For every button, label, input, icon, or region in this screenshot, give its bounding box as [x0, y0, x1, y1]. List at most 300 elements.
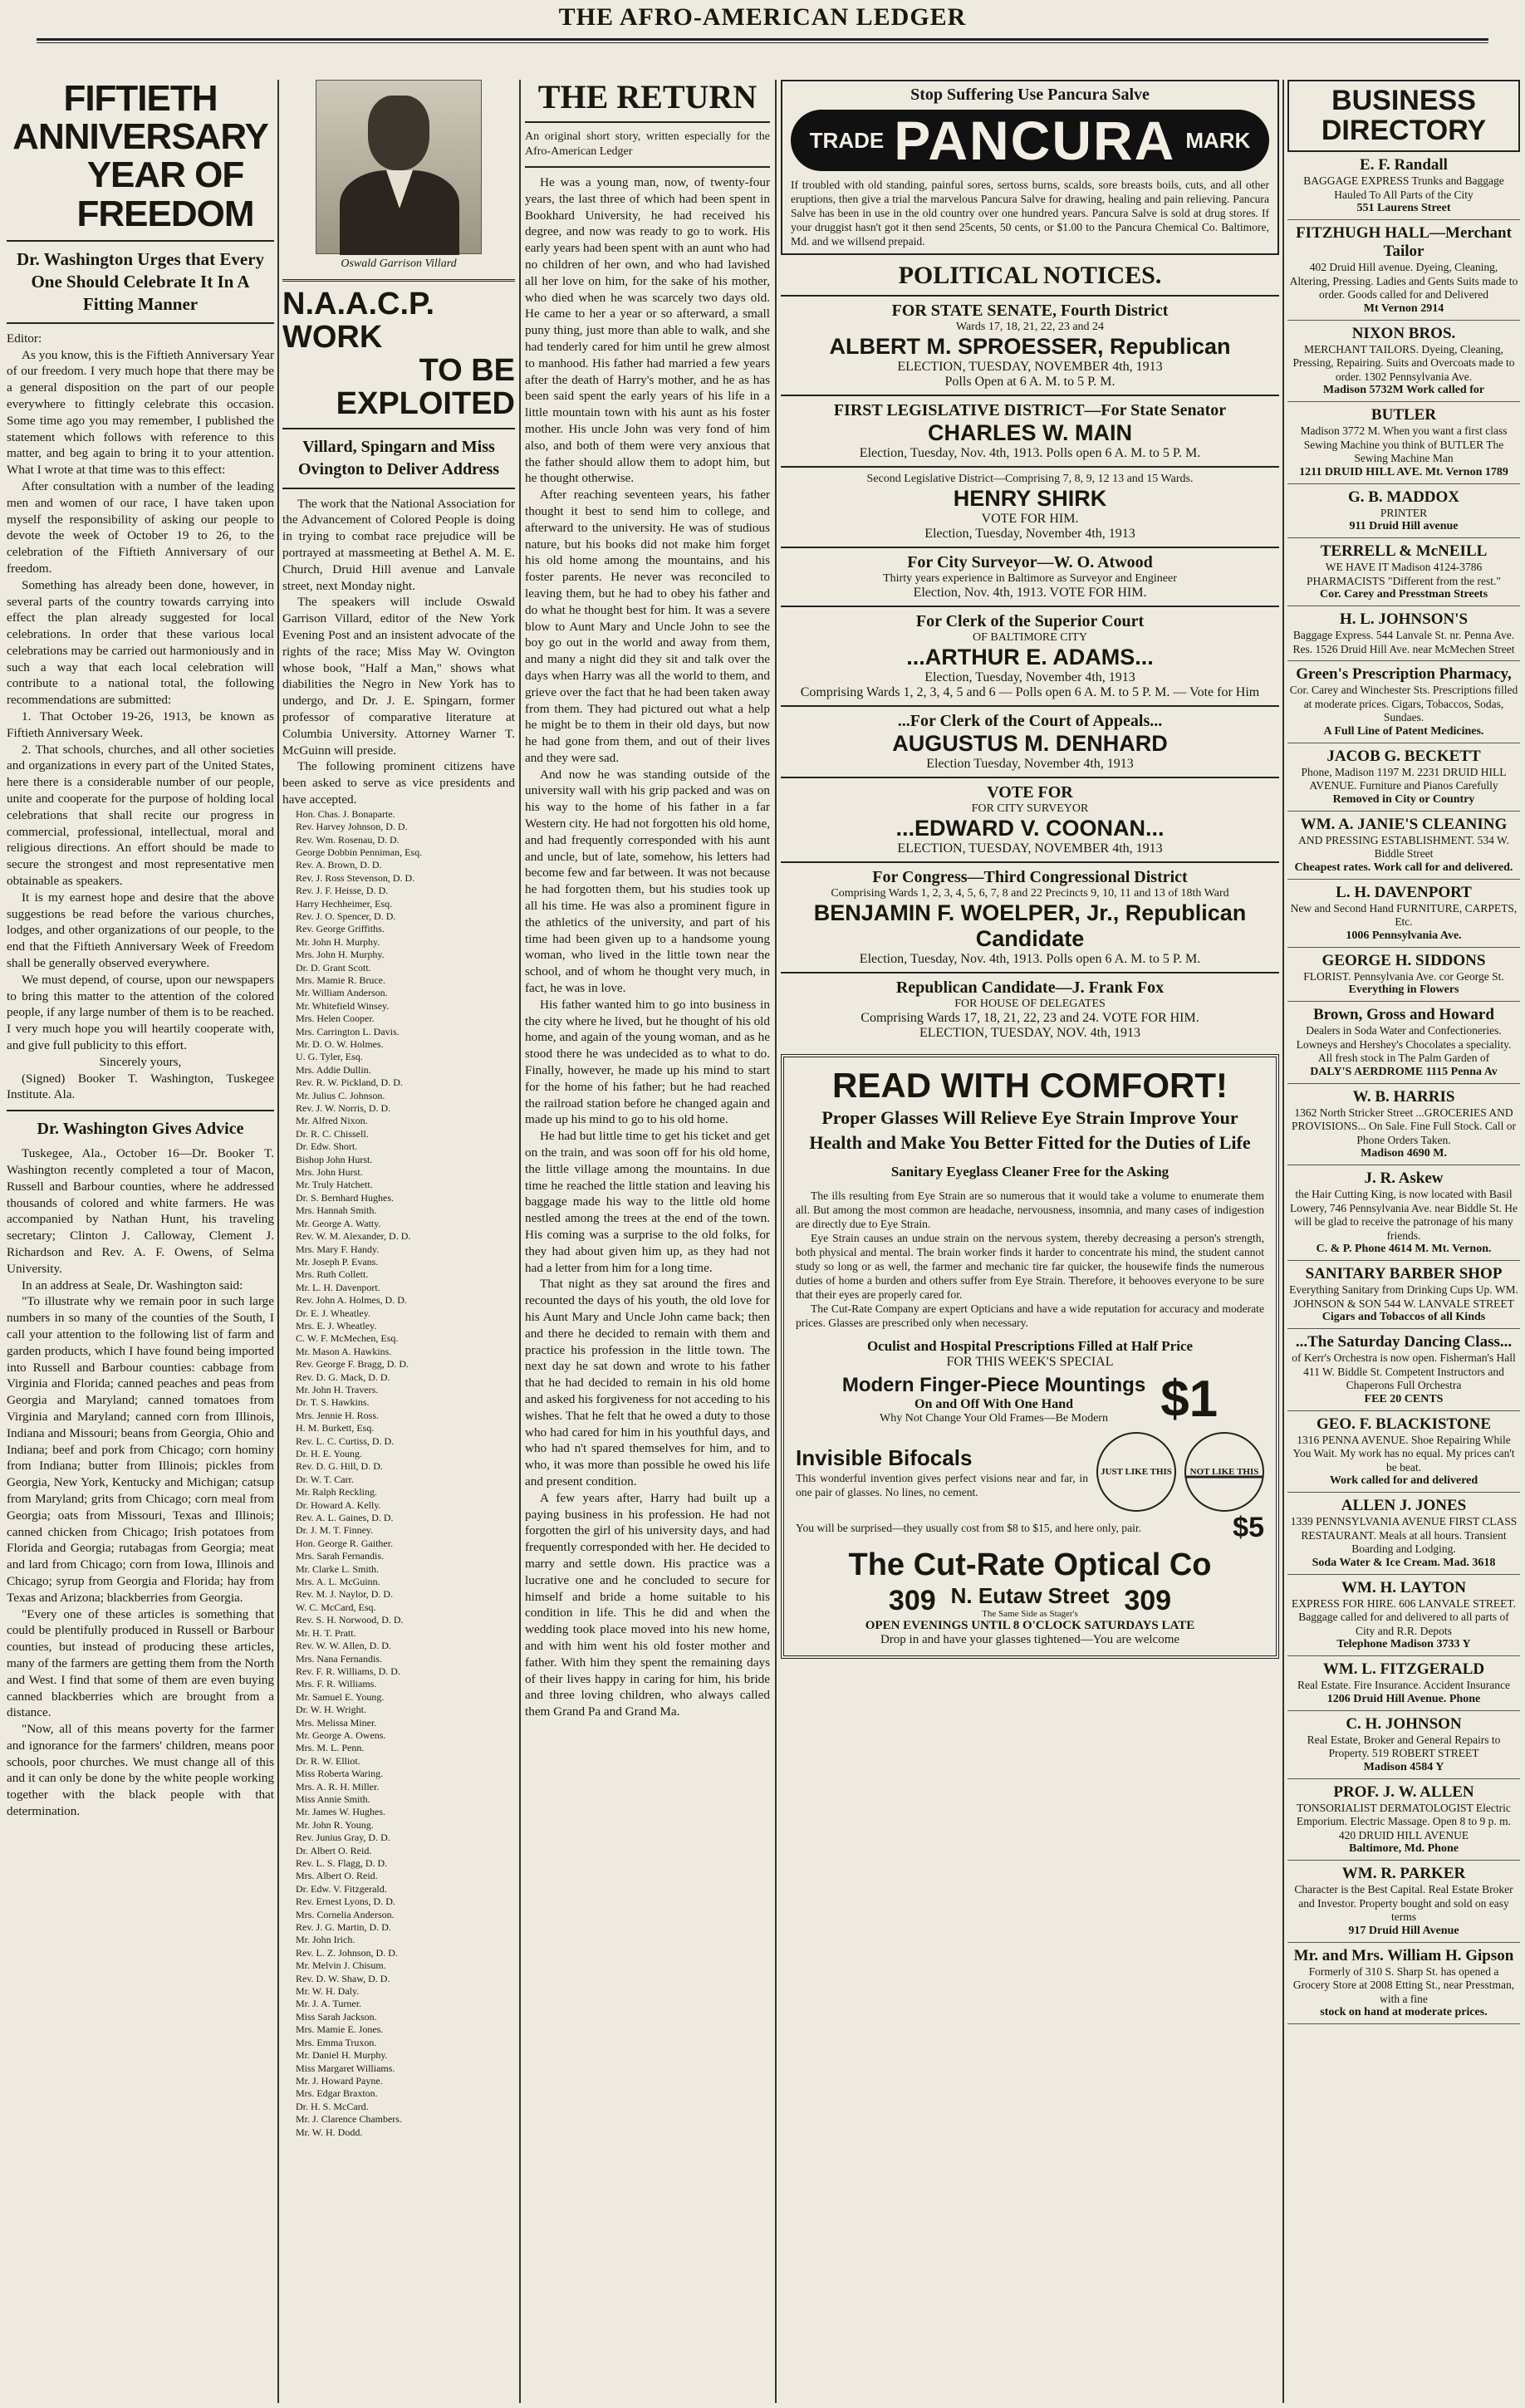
notice-office: FOR STATE SENATE, Fourth District	[891, 302, 1169, 320]
headline: YEAR OF FREEDOM	[76, 154, 254, 234]
subheadline: Dr. Washington Gives Advice	[37, 1120, 244, 1139]
paragraph: It is my earnest hope and desire that the above suggestions be read before the various churches, lodges, and other organizations of our people, to the end that the Fiftieth Anniversary Week of Freedom shall be generally observed everywhere.	[7, 890, 274, 971]
business-details: of Kerr's Orchestra is now open. Fisherman's Hall 411 W. Biddle St. Competent Instructors and Chaperons Full Orchestra	[1292, 1351, 1516, 1392]
article-body	[7, 347, 274, 1104]
vice-president-name: Rev. L. C. Curtiss, D. D.	[296, 1435, 395, 1447]
notice-office: FIRST LEGISLATIVE DISTRICT—For State Senator	[833, 401, 1227, 419]
vice-president-name: Rev. J. G. Martin, D. D.	[296, 1921, 391, 1934]
store-number: 309	[1124, 1585, 1172, 1616]
vice-president-name: Dr. H. S. McCard.	[296, 2100, 369, 2112]
column-divider	[519, 80, 521, 2403]
vice-president-name: W. C. McCard, Esq.	[296, 1601, 376, 1613]
vice-president-name: Rev. J. Ross Stevenson, D. D.	[296, 871, 415, 884]
business-name: C. H. JOHNSON	[1346, 1714, 1462, 1733]
business-details: Dealers in Soda Water and Confectioneries. Lowneys and Hershey's Chocolates a speciality. All fresh stock in The Palm Garden of	[1296, 1024, 1512, 1065]
notice-polls: Election, Tuesday, November 4th, 1913	[924, 527, 1135, 541]
business-name: GEO. F. BLACKISTONE	[1316, 1415, 1492, 1433]
notice-candidate: BENJAMIN F. WOELPER, Jr., Republican Candidate	[813, 900, 1247, 951]
vice-president-name: Mrs. Sarah Fernandis.	[296, 1550, 384, 1562]
divider	[525, 121, 770, 123]
vice-president-name: Mr. Truly Hatchett.	[296, 1179, 373, 1191]
vice-president-name: Hon. George R. Gaither.	[296, 1537, 394, 1549]
photo-caption: Oswald Garrison Villard	[341, 257, 457, 270]
business-address: FEE 20 CENTS	[1364, 1392, 1444, 1405]
vice-president-name: Mr. George A. Owens.	[296, 1729, 386, 1741]
editor-label: Editor:	[7, 331, 42, 346]
business-address: DALY'S AERDROME 1115 Penna Av	[1310, 1065, 1498, 1078]
directory-entries	[1287, 152, 1520, 2024]
business-name: Green's Prescription Pharmacy,	[1296, 665, 1512, 684]
political-notice	[781, 777, 1279, 861]
business-details: TONSORIALIST DERMATOLOGIST Electric Emporium. Electric Massage. Open 8 to 9 p. m. 420 DRUID HILL AVENUE	[1297, 1801, 1511, 1842]
directory-entry	[1287, 661, 1520, 743]
vice-president-name: Rev. S. H. Norwood, D. D.	[296, 1614, 404, 1626]
paragraph: The work that the National Association for the Advancement of Colored People is doing in trying to combat race prejudice will be portrayed at massmeeting at Bethel A. M. E. Church, Druid Hill avenue and Lanvale street, next Monday night.	[282, 496, 515, 593]
headline: TO BE EXPLOITED	[336, 352, 515, 421]
notice-office: For Congress—Third Congressional District	[872, 868, 1188, 886]
business-details: AND PRESSING ESTABLISHMENT. 534 W. Biddle Street	[1298, 833, 1509, 861]
story-intro: An original short story, written especially for the Afro-American Ledger	[525, 130, 770, 158]
pancura-tagline: Stop Suffering Use Pancura Salve	[910, 86, 1150, 104]
business-address: Baltimore, Md. Phone	[1349, 1842, 1459, 1856]
paragraph: The following prominent citizens have been asked to serve as vice presidents and have accepted.	[282, 759, 515, 807]
vice-president-name: Mrs. Jennie H. Ross.	[296, 1409, 380, 1421]
vice-president-name: Mrs. Mamie E. Jones.	[296, 2023, 384, 2036]
business-address: Cor. Carey and Presstman Streets	[1319, 588, 1488, 601]
business-details: Baggage Express. 544 Lanvale St. nr. Penna Ave. Res. 1526 Druid Hill Ave. near McMechen Street	[1292, 629, 1515, 655]
vice-president-name: Dr. T. S. Hawkins.	[296, 1396, 370, 1409]
vice-president-name: Mr. John H. Travers.	[296, 1383, 379, 1395]
directory-entry	[1287, 1493, 1520, 1575]
vice-president-name: Mr. L. H. Davenport.	[296, 1281, 380, 1293]
notice-election: ELECTION, TUESDAY, NOVEMBER 4th, 1913	[897, 360, 1163, 374]
directory-entry	[1287, 1261, 1520, 1329]
vice-president-name: Mr. D. O. W. Holmes.	[296, 1038, 384, 1051]
column-story	[525, 80, 770, 2403]
vice-president-name: Mr. Daniel H. Murphy.	[296, 2049, 388, 2062]
vice-president-name: Rev. J. W. Norris, D. D.	[296, 1102, 391, 1115]
vice-president-name: Hon. Chas. J. Bonaparte.	[296, 807, 395, 820]
paragraph: After reaching seventeen years, his father thought it best to send him to college, and afterward to the university. He was of studious nature, but his books did not make him forget his old home among the mountains, and his foster parents. He never was reconciled to leaving them, but he had to obey his father and do what he thought best for him. It was a severe blow to Aunt Mary and Uncle John to see the boy go out in the world and away from them, and many a night did they sit and talk over the days when Harry was all the world to them, and grieve over the fact that he had been taken away from them. They had pictured out what a help he might be to them in their old days, but now he had gone from them, and out of their lives and they were sad.	[525, 488, 770, 765]
business-address: Cheapest rates. Work call for and delivered.	[1294, 861, 1513, 874]
paragraph: "To illustrate why we remain poor in such large numbers in so many of the counties of the South, I call your attention to the following list of farm and garden products, which I have found being imported into Russell and Barbour counties: cabbage from Virginia and Florida; canned peaches and peas from Georgia and Maryland; canned tomatoes from Virginia and Maryland; canned corn from Illinois, Indiana and Missouri; beans from Georgia, Ohio and Indiana; beef and pork from Chicago; corn hominy from Indiana; butter from Illinois; pickles from Georgia, New York, Kentucky and Michigan; catsup from Maryland; grits from Chicago; corn meal from Georgia; oats from Missouri, Texas and Illinois; canned chicken from Chicago; Irish potatoes from Florida and Georgia; rutabagas from Georgia; meat and lard from Chicago; corn from Iowa, Illinois and Chicago; syrup from Georgia and Florida; hay from Texas and Arizona; blackberries from Georgia.	[7, 1294, 274, 1605]
bifocals-price: $5	[1233, 1512, 1264, 1543]
business-name: J. R. Askew	[1364, 1170, 1444, 1188]
vice-president-name: Rev. W. M. Alexander, D. D.	[296, 1230, 411, 1243]
store-landmark: The Same Side as Stager's	[982, 1609, 1078, 1619]
business-details: 1316 PENNA AVENUE. Shoe Repairing While You Wait. My work has no equal. My prices can't be beat.	[1292, 1433, 1515, 1474]
directory-entry	[1287, 880, 1520, 948]
column-anniversary	[7, 80, 274, 2403]
paragraph: We must depend, of course, upon our newspapers to bring this matter to the attention of the colored people, if any large number of them is to be reached. I very much hope you will heartily cooperate with, and give full publicity to this effort.	[7, 972, 274, 1053]
directory-entry	[1287, 1711, 1520, 1779]
vice-president-name: Mrs. A. R. H. Miller.	[296, 1780, 380, 1793]
notice-office: VOTE FOR	[987, 783, 1073, 802]
political-notice	[781, 972, 1279, 1046]
masthead	[0, 0, 1525, 68]
lens-good-icon: JUST LIKE THIS	[1096, 1432, 1176, 1512]
business-address: Madison 4584 Y	[1363, 1760, 1444, 1773]
directory-entry	[1287, 1411, 1520, 1493]
business-address: Cigars and Tobaccos of all Kinds	[1322, 1311, 1486, 1324]
vice-president-name: Mr. H. T. Pratt.	[296, 1626, 356, 1639]
directory-entry	[1287, 743, 1520, 812]
vice-president-name: Dr. D. Grant Scott.	[296, 961, 371, 973]
bifocals-heading: Invisible Bifocals	[796, 1444, 973, 1470]
directory-entry	[1287, 152, 1520, 220]
business-details: Character is the Best Capital. Real Estate Broker and Investor. Property bought and sold on easy terms	[1294, 1883, 1513, 1924]
directory-entry	[1287, 538, 1520, 606]
directory-entry	[1287, 1002, 1520, 1084]
paragraph: After consultation with a number of the leading men and women of our race, I have taken upon myself the responsibility of asking our people to devote the week of October 19 to 26, to the celebration of the Fiftieth Anniversary of our freedom.	[7, 478, 274, 576]
business-directory	[1287, 80, 1520, 2403]
headline: N.A.A.C.P. WORK	[282, 287, 435, 355]
business-name: H. L. JOHNSON'S	[1339, 611, 1469, 629]
vice-president-name: Mr. John Irich.	[296, 1934, 356, 1946]
notice-election: Comprising Wards 17, 18, 21, 22, 23 and 24. VOTE FOR HIM.	[861, 1011, 1199, 1025]
paragraph: As you know, this is the Fiftieth Anniversary Year of our freedom. I very much hope that there may be a general disposition on the part of our people everywhere to fittingly celebrate this occasion. Some time ago you may remember, I published the statement which follows with reference to this matter, and beg again to bring it to your attention. What I wrote at that time was to this effect:	[7, 347, 274, 478]
notice-candidate: ALBERT M. SPROESSER, Republican	[829, 334, 1231, 359]
notice-details: FOR CITY SURVEYOR	[971, 802, 1089, 815]
business-name: JACOB G. BECKETT	[1326, 747, 1481, 765]
notice-office: Republican Candidate—J. Frank Fox	[895, 978, 1165, 997]
business-name: TERRELL & McNEILL	[1320, 542, 1488, 561]
vice-president-name: Mrs. F. R. Williams.	[296, 1678, 377, 1690]
notice-candidate: HENRY SHIRK	[953, 486, 1107, 511]
business-details: BAGGAGE EXPRESS Trunks and Baggage Hauled To All Parts of the City	[1303, 174, 1504, 201]
vice-president-name: Rev. W. W. Allen, D. D.	[296, 1640, 391, 1652]
vice-president-name: Mr. W. H. Dodd.	[296, 2126, 363, 2138]
vice-president-name: Mrs. E. J. Wheatley.	[296, 1319, 377, 1332]
vice-president-name: Mrs. Hannah Smith.	[296, 1204, 377, 1217]
divider	[7, 1110, 274, 1111]
vice-president-name: Dr. R. C. Chissell.	[296, 1127, 369, 1140]
vice-president-name: Rev. L. S. Flagg, D. D.	[296, 1857, 388, 1870]
business-address: A Full Line of Patent Medicines.	[1323, 724, 1484, 738]
business-address: Madison 4690 M.	[1361, 1147, 1447, 1160]
vice-president-name: Mr. Joseph P. Evans.	[296, 1255, 379, 1268]
business-details: EXPRESS FOR HIRE. 606 LANVALE STREET. Baggage called for and delivered to all parts of City and R.R. Depots	[1292, 1596, 1516, 1637]
signoff: Sincerely yours,	[99, 1054, 182, 1069]
notice-candidate: AUGUSTUS M. DENHARD	[892, 731, 1168, 756]
divider	[525, 166, 770, 168]
business-details: 1362 North Stricker Street ...GROCERIES AND PROVISIONS... On Sale. Fine Full Stock. Call or Phone Orders Taken.	[1291, 1106, 1516, 1146]
paragraph: The speakers will include Oswald Garrison Villard, editor of the New York Evening Post and an insistent advocate of the rights of the race; Miss May W. Ovington whose book, "Half a Man," shows what diabilities the Negro in New York has to undergo, and Dr. J. E. Spingarn, former professor of comparative literature at Columbia University. Attorney Warner T. McGuinn will preside.	[282, 595, 515, 758]
notice-candidate: ...EDWARD V. COONAN...	[895, 816, 1165, 841]
divider	[282, 279, 515, 282]
vice-president-name: Rev. L. Z. Johnson, D. D.	[296, 1946, 398, 1959]
optical-cleaner: Sanitary Eyeglass Cleaner Free for the Asking	[890, 1164, 1169, 1179]
pancura-mark: MARK	[1185, 127, 1251, 153]
masthead-rule	[37, 38, 1488, 43]
vice-president-name: Mr. James W. Hughes.	[296, 1806, 385, 1818]
store-address: N. Eutaw Street	[950, 1583, 1110, 1608]
divider	[7, 240, 274, 242]
vice-president-name: Mrs. John Hurst.	[296, 1166, 363, 1179]
business-details: Formerly of 310 S. Sharp St. has opened a Grocery Store at 2008 Etting St., near Presstman, with a fine	[1292, 1964, 1515, 2005]
business-address: 917 Druid Hill Avenue	[1348, 1924, 1459, 1937]
vice-president-name: Dr. Edw. V. Fitzgerald.	[296, 1882, 387, 1895]
vice-president-name: Dr. Albert O. Reid.	[296, 1844, 372, 1856]
paragraph: In an address at Seale, Dr. Washington said:	[22, 1278, 243, 1292]
vice-president-name: Mrs. M. L. Penn.	[296, 1742, 365, 1754]
business-name: E. F. Randall	[1360, 156, 1448, 174]
divider	[7, 322, 274, 324]
vice-president-name: Mrs. A. L. McGuinn.	[296, 1576, 380, 1588]
vice-president-name: Mrs. Ruth Collett.	[296, 1268, 369, 1281]
notice-details: Thirty years experience in Baltimore as Surveyor and Engineer	[883, 572, 1177, 585]
notice-election: Election Tuesday, November 4th, 1913	[926, 757, 1134, 771]
pancura-logo: PANCURA	[894, 110, 1176, 171]
directory-entry	[1287, 1861, 1520, 1943]
business-address: Telephone Madison 3733 Y	[1336, 1638, 1471, 1651]
vice-president-name: Mr. Ralph Reckling.	[296, 1486, 377, 1498]
paragraph: His father wanted him to go into business in the city where he lived, but he thought of his old home, and again of the young woman, and as he stood there he was undecided as to what to do. Finally, however, he made up his mind to start for the home of his father; but he had reached the railroad station before he changed again and made up his mind to go to his old home.	[525, 997, 770, 1127]
vice-president-name: Miss Roberta Waring.	[296, 1768, 384, 1780]
business-name: ...The Saturday Dancing Class...	[1295, 1333, 1513, 1351]
vice-president-name: Dr. W. H. Wright.	[296, 1704, 366, 1716]
vice-president-name: Mr. Samuel E. Young.	[296, 1690, 385, 1703]
vice-president-name: Mrs. Helen Cooper.	[296, 1013, 375, 1025]
vice-president-name: Mr. J. Clarence Chambers.	[296, 2113, 402, 2126]
directory-entry	[1287, 321, 1520, 403]
business-address: Mt Vernon 2914	[1363, 302, 1444, 315]
political-notice	[781, 861, 1279, 972]
vice-president-name: Rev. A. L. Gaines, D. D.	[296, 1512, 394, 1524]
notice-election: Election, Tuesday, Nov. 4th, 1913. Polls open 6 A. M. to 5 P. M.	[859, 952, 1201, 966]
business-address: 911 Druid Hill avenue	[1349, 520, 1459, 533]
vice-president-name: Rev. D. W. Shaw, D. D.	[296, 1972, 390, 1984]
headline: THE RETURN	[537, 80, 758, 115]
vice-president-name: Rev. John A. Holmes, D. D.	[296, 1294, 407, 1307]
vice-president-name: Mr. W. H. Daly.	[296, 1985, 360, 1998]
business-name: GEORGE H. SIDDONS	[1322, 951, 1486, 969]
optical-ad	[781, 1054, 1279, 1659]
vice-president-name: Mrs. Albert O. Reid.	[296, 1870, 378, 1882]
business-address: Work called for and delivered	[1329, 1474, 1478, 1488]
vice-president-name: Dr. Howard A. Kelly.	[296, 1498, 381, 1511]
column-divider	[775, 80, 777, 2403]
notice-polls: ELECTION, TUESDAY, NOV. 4th, 1913	[919, 1026, 1141, 1040]
newspaper-title: THE AFRO-AMERICAN LEDGER	[558, 3, 967, 31]
business-name: Brown, Gross and Howard	[1313, 1006, 1494, 1024]
vice-president-name: Miss Annie Smith.	[296, 1793, 370, 1805]
store-number: 309	[888, 1585, 936, 1616]
vice-president-name: Rev. George F. Bragg, D. D.	[296, 1358, 409, 1371]
store-welcome: Drop in and have your glasses tightened—You are welcome	[880, 1633, 1180, 1646]
vice-president-name: Mr. Whitefield Winsey.	[296, 999, 390, 1012]
business-details: Madison 3772 M. When you want a first class Sewing Machine you think of BUTLER The Sewing Machine Man	[1300, 424, 1508, 465]
directory-entry	[1287, 402, 1520, 484]
vice-president-name: Dr. E. J. Wheatley.	[296, 1307, 370, 1319]
vice-president-name: Mrs. Carrington L. Davis.	[296, 1025, 400, 1037]
vice-president-name: Rev. Wm. Rosenau, D. D.	[296, 833, 400, 846]
paragraph: He had but little time to get his ticket and get on the train, and was soon off for his old home, the little village among the mountains. In due time he reached the little station and leaving his baggage made his way to the little old home nestled among the trees at the end of the town. His coming was a surprise to the old folks, for they had about given him up, as they had not had a letter from him for a long time.	[525, 1129, 770, 1275]
store-name: The Cut-Rate Optical Co	[848, 1547, 1212, 1582]
business-address: 551 Laurens Street	[1356, 202, 1451, 215]
vice-president-name: Rev. Harvey Johnson, D. D.	[296, 821, 408, 833]
business-name: G. B. MADDOX	[1347, 488, 1460, 506]
business-details: MERCHANT TAILORS. Dyeing, Cleaning, Pressing, Repairing. Suits and Overcoats made to order. 1302 Pennsylvania Ave.	[1292, 342, 1515, 383]
business-details: Real Estate. Fire Insurance. Accident Insurance	[1297, 1679, 1511, 1692]
vice-president-name: Rev. D. G. Mack, D. D.	[296, 1371, 390, 1383]
political-notice	[781, 547, 1279, 606]
business-details: Real Estate, Broker and General Repairs to Property. 519 ROBERT STREET	[1307, 1733, 1501, 1760]
business-name: PROF. J. W. ALLEN	[1333, 1783, 1474, 1801]
vice-president-name: Mrs. Emma Truxon.	[296, 2036, 377, 2048]
vice-president-name: Rev. R. W. Pickland, D. D.	[296, 1076, 403, 1089]
vice-president-name: Mrs. Addie Dullin.	[296, 1063, 371, 1076]
business-address: Madison 5732M Work called for	[1322, 384, 1485, 397]
vice-president-name: Rev. George Griffiths.	[296, 923, 385, 935]
paragraph: "Every one of these articles is something that could be plentifully produced in Russell or Barbour counties, but instead of producing these articles, many of the farmers are getting them from the North and West. I find that some of them are even buying canned blackberries which are brought from a distance.	[7, 1606, 274, 1720]
business-address: Removed in City or Country	[1332, 792, 1475, 806]
business-details: 402 Druid Hill avenue. Dyeing, Cleaning, Altering, Pressing. Ladies and Gents Suits made to order. Goods called for and Delivered	[1289, 261, 1518, 302]
divider	[282, 488, 515, 489]
vice-president-name: Mrs. Mary F. Handy.	[296, 1243, 380, 1255]
vice-president-name: Dr. H. E. Young.	[296, 1448, 363, 1460]
vice-president-name: Mr. William Anderson.	[296, 987, 388, 999]
optical-frames: Why Not Change Your Old Frames—Be Modern	[880, 1411, 1108, 1425]
business-details: FLORIST. Pennsylvania Ave. cor George St.	[1303, 969, 1504, 983]
vice-president-name: Mrs. Nana Fernandis.	[296, 1652, 382, 1665]
paragraph: A few years after, Harry had built up a paying business in his profession. He had not forgotten the girl of his university days, and had frequently corresponded with her. He decided to marry and settle down. His practice was a lucrative one and he concluded to secure for himself and bride a home suitable to his condition in life. This he did and when the wedding took place moved into his new home, and with him went his old foster mother and father. With him they spent the remaining days of their lives happy in caring for him, his bride and three loving children, who always called them Grand Pa and Grand Ma.	[525, 1490, 770, 1719]
notice-office: For Clerk of the Superior Court	[915, 612, 1145, 630]
business-details: the Hair Cutting King, is now located with Basil Lowery, 746 Pennsylvania Ave. near Biddle St. He will be glad to receive the patronage of his many friends.	[1289, 1188, 1518, 1242]
vice-president-name: Mr. Julius C. Johnson.	[296, 1089, 385, 1101]
paragraph: And now he was standing outside of the university wall with his grip packed and was on his way to the home of his father in a far Western city. He had not forgotten his old home, and had frequently corresponded with his aunt and uncle, but of late, somehow, his letters had become few and far between. It was not because he had forgotten them, but his studies took up all his time. He was also a prominent figure in the athletics of the university, and part of his time had been given up to a handsome young woman, who lived in the little town near the school, and of whom he thought very much, in fact, he was in love.	[525, 767, 770, 996]
vice-president-name: Mr. John H. Murphy.	[296, 935, 380, 948]
business-details: PRINTER	[1380, 506, 1428, 519]
paragraph: The Cut-Rate Company are expert Opticians and have a wide reputation for accuracy and moderate prices. Glasses are prescribed only when necessary.	[796, 1302, 1264, 1329]
business-details: Cor. Carey and Winchester Sts. Prescriptions filled at moderate prices. Cigars, Tobaccos, Sodas, Sundaes.	[1289, 684, 1518, 724]
business-address: C. & P. Phone 4614 M. Mt. Vernon.	[1316, 1243, 1492, 1256]
business-name: WM. L. FITZGERALD	[1322, 1660, 1485, 1679]
notice-election: ELECTION, TUESDAY, NOVEMBER 4th, 1913	[897, 841, 1163, 856]
column-divider	[277, 80, 279, 2403]
vice-president-name: Mr. John R. Young.	[296, 1818, 374, 1831]
business-name: ALLEN J. JONES	[1341, 1497, 1467, 1515]
paragraph: Tuskegee, Ala., October 16—Dr. Booker T. Washington recently completed a tour of Macon, Russell and Barbour counties, where he addressed thousands of colored and white farmers. He was accompanied by Nathan Hunt, his traveling secretary; Clinton J. Calloway, Clement J. Richardson and Rev. A. F. Owens, of Selma University.	[7, 1146, 274, 1276]
directory-entry	[1287, 1329, 1520, 1411]
optical-price: $1	[1160, 1371, 1219, 1428]
vice-president-name: Mr. George A. Watty.	[296, 1217, 381, 1229]
vice-president-name: C. W. F. McMechen, Esq.	[296, 1332, 399, 1345]
business-name: BUTLER	[1371, 406, 1437, 424]
vice-president-name: Rev. A. Brown, D. D.	[296, 859, 382, 871]
subheadline: Villard, Spingarn and Miss Ovington to Deliver Address	[297, 437, 500, 478]
vice-president-name: U. G. Tyler, Esq.	[296, 1051, 363, 1063]
political-notice	[781, 466, 1279, 547]
paragraph: That night as they sat around the fires and recounted the days of his youth, the old love for his Aunt Mary and Uncle John came back; then and there he decided to remain with them and practice his profession in the little town. The next day he sat down and wrote to his father that he had decided to remain in his old home and asked his forgiveness for not acceding to his wishes. That he felt that he owed a duty to those who had cared for him in his youthful days, and who had n't spared themselves for him, and to who, it was more than possible he owed his life and present condition.	[525, 1277, 770, 1488]
paragraph: Something has already been done, however, in several parts of the country towards carrying into effect the plan already suggested for local celebrations. In order that these various local celebrations may be carried out harmoniously and in such a way that each local celebration will contribute to a national total, the following recommendations are submitted:	[7, 577, 274, 708]
business-details: New and Second Hand FURNITURE, CARPETS, Etc.	[1290, 901, 1518, 929]
column-naacp	[282, 80, 515, 2403]
directory-entry	[1287, 1084, 1520, 1166]
political-notice	[781, 295, 1279, 395]
vice-president-name: Mrs. John H. Murphy.	[296, 949, 385, 961]
vice-president-name: Dr. Edw. Short.	[296, 1140, 358, 1153]
optical-subheadline: Proper Glasses Will Relieve Eye Strain Improve Your Health and Make You Better Fitted for the Duties of Life	[809, 1107, 1251, 1153]
business-address: 1211 DRUID HILL AVE. Mt. Vernon 1789	[1299, 465, 1508, 478]
optical-headline: READ WITH COMFORT!	[832, 1066, 1228, 1105]
political-notices	[781, 295, 1279, 1046]
notice-election: Election, Tuesday, November 4th, 1913	[924, 670, 1135, 684]
vice-president-name: Mr. J. Howard Payne.	[296, 2074, 383, 2087]
pancura-trade: TRADE	[809, 127, 885, 153]
business-details: Everything Sanitary from Drinking Cups Up. WM. JOHNSON & SON 544 W. LANVALE STREET	[1289, 1283, 1518, 1310]
vice-president-name: Dr. R. W. Elliot.	[296, 1754, 360, 1767]
business-address: 1206 Druid Hill Avenue. Phone	[1326, 1692, 1481, 1705]
column-divider	[1282, 80, 1284, 2403]
divider	[282, 428, 515, 429]
optical-mountings: Modern Finger-Piece Mountings	[841, 1373, 1146, 1396]
store-hours: OPEN EVENINGS UNTIL 8 O'CLOCK SATURDAYS LATE	[865, 1619, 1195, 1632]
vice-president-name: Dr. S. Bernhard Hughes.	[296, 1191, 394, 1204]
bifocals-cost: You will be surprised—they usually cost from $8 to $15, and here only, pair.	[796, 1522, 1142, 1534]
vice-president-name: Rev. J. O. Spencer, D. D.	[296, 910, 396, 922]
notice-office: For City Surveyor—W. O. Atwood	[907, 553, 1153, 571]
notice-polls: Polls Open at 6 A. M. to 5 P. M.	[944, 375, 1116, 389]
business-name: Mr. and Mrs. William H. Gipson	[1293, 1946, 1514, 1964]
vice-president-name: Rev. D. G. Hill, D. D.	[296, 1460, 383, 1473]
vice-president-name: Miss Sarah Jackson.	[296, 2010, 377, 2023]
optical-prescriptions: Oculist and Hospital Prescriptions Filled at Half Price	[866, 1338, 1194, 1354]
notice-candidate: CHARLES W. MAIN	[928, 420, 1132, 445]
vice-president-name: George Dobbin Penniman, Esq.	[296, 846, 423, 858]
notice-candidate: ...ARTHUR E. ADAMS...	[906, 645, 1154, 669]
directory-entry	[1287, 1779, 1520, 1861]
directory-entry	[1287, 812, 1520, 880]
paragraph: 2. That schools, churches, and all other societies and organizations in every part of the United States, here there is a considerable number of our people, unite and cooperate for the purpose of holding local celebrations that shall recite our progress in commercial, professional, intellectual, moral and religious directions. An effort should be made to secure the strongest and most representative men obtainable as speakers.	[7, 742, 274, 889]
business-details: WE HAVE IT Madison 4124-3786 PHARMACISTS "Different from the rest."	[1307, 561, 1501, 587]
vice-president-name: Harry Hechheimer, Esq.	[296, 897, 393, 910]
political-notice	[781, 395, 1279, 466]
directory-heading: BUSINESS DIRECTORY	[1287, 80, 1520, 152]
political-notice	[781, 606, 1279, 705]
vice-president-name: Rev. Ernest Lyons, D. D.	[296, 1896, 395, 1908]
business-name: NIXON BROS.	[1351, 324, 1456, 342]
vice-president-list	[296, 808, 515, 2139]
political-notice	[781, 705, 1279, 777]
business-address: Soda Water & Ice Cream. Mad. 3618	[1312, 1556, 1496, 1569]
vice-president-name: Rev. M. J. Naylor, D. D.	[296, 1588, 394, 1601]
directory-entry	[1287, 1656, 1520, 1711]
business-address: Everything in Flowers	[1348, 983, 1459, 997]
notice-details: Wards 17, 18, 21, 22, 23 and 24	[955, 321, 1105, 333]
portrait-head	[368, 96, 429, 170]
lens-bad-icon: NOT LIKE THIS	[1184, 1432, 1264, 1512]
political-notices-heading: POLITICAL NOTICES.	[898, 262, 1162, 289]
directory-entry	[1287, 484, 1520, 539]
business-details: 1339 PENNSYLVANIA AVENUE FIRST CLASS RESTAURANT. Meals at all hours. Transient Boarding and Lodging.	[1290, 1515, 1518, 1556]
notice-details: FOR HOUSE OF DELEGATES	[954, 998, 1106, 1010]
vice-president-name: Mrs. Edgar Braxton.	[296, 2087, 378, 2100]
notice-election: VOTE FOR HIM.	[981, 512, 1079, 526]
headline: FIFTIETH ANNIVERSARY	[12, 80, 268, 158]
business-address: 1006 Pennsylvania Ave.	[1346, 929, 1462, 942]
column-ads	[781, 80, 1279, 2403]
business-name: W. B. HARRIS	[1352, 1087, 1455, 1106]
notice-office: ...For Clerk of the Court of Appeals...	[897, 712, 1163, 730]
business-name: WM. A. JANIE'S CLEANING	[1300, 815, 1508, 833]
vice-president-name: Miss Margaret Williams.	[296, 2062, 395, 2074]
vice-president-name: Mrs. Cornelia Anderson.	[296, 1908, 395, 1920]
pancura-text: If troubled with old standing, painful sores, sertoss burns, scalds, sore breasts boils, cuts, and all other eruptions, then give a trial the marvelous Pancura Salve for drawing, healing and pain relieving. Pancura Salve has been in use in the old country over one hundred years. Pancura Salve is sold at drug stores. If your druggist hasn't got it then send 25cents, 50 cents, or $1.00 to the Pancura Chemical Co. Baltimore, Md. and we willsend prepaid.	[791, 179, 1269, 248]
notice-details: OF BALTIMORE CITY	[973, 631, 1087, 644]
notice-polls: Comprising Wards 1, 2, 3, 4, 5 and 6 — Polls open 6 A. M. to 5 P. M. — Vote for Him	[800, 685, 1260, 699]
vice-president-name: Rev. F. R. Williams, D. D.	[296, 1665, 400, 1677]
